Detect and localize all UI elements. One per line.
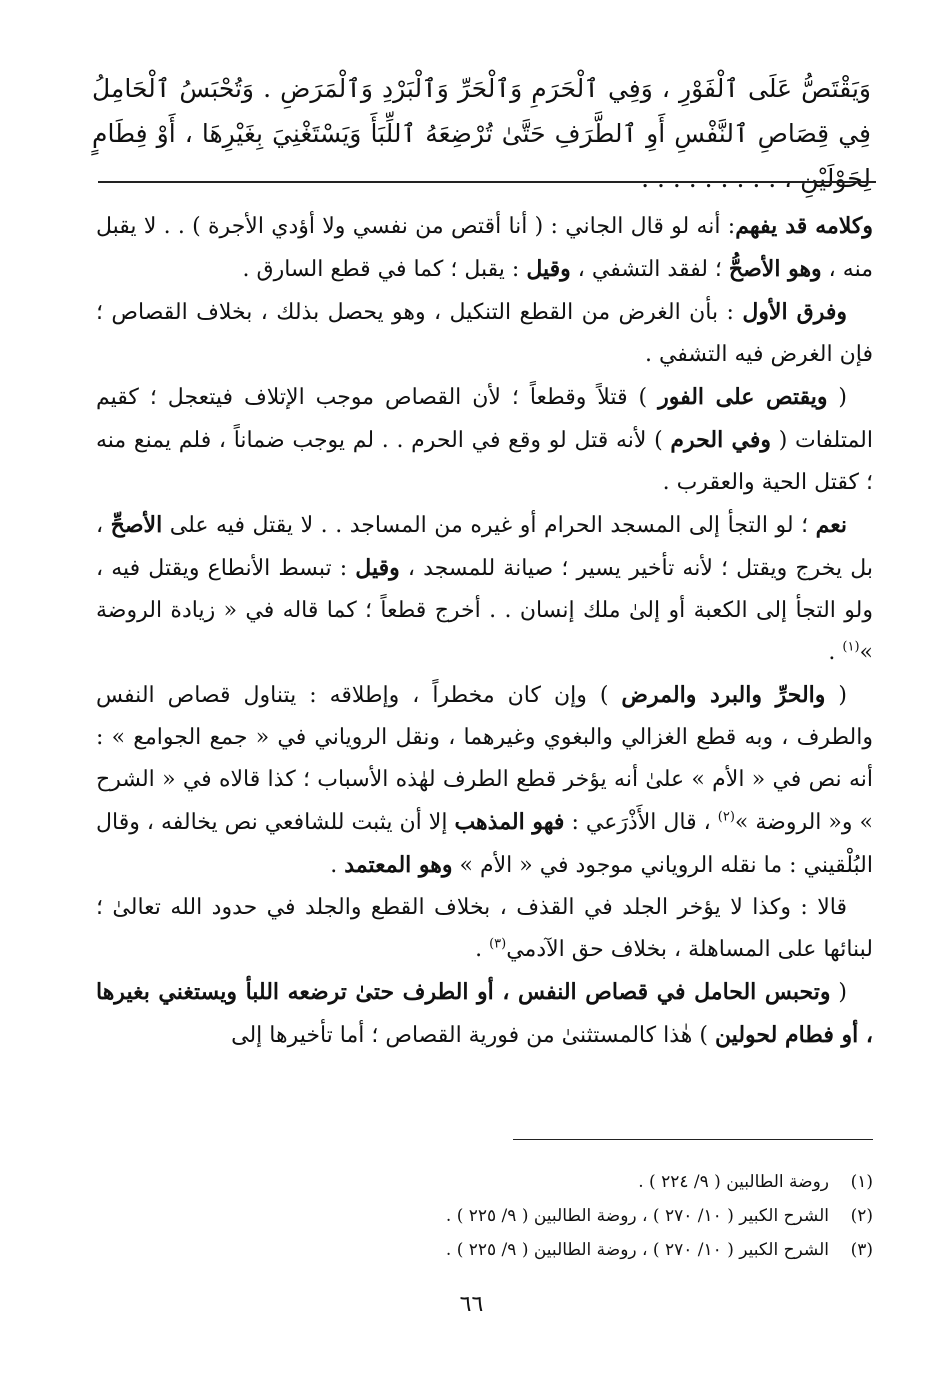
commentary-paragraph-5	[96, 674, 873, 887]
commentary-text: ) قتلاً وقطعاً ؛ لأن القصاص موجب الإتلاف فيتعجل ؛ كقيم المتلفات (	[96, 385, 873, 453]
bold-term: وهو الأصحُّ	[728, 256, 822, 282]
commentary-text: : بأن الغرض من القطع التنكيل ، وهو يحصل بذلك ، بخلاف القصاص ؛ فإن الغرض فيه التشفي .	[96, 300, 873, 367]
footnote-number: (٣)	[850, 1240, 873, 1260]
commentary-paragraph-4	[96, 504, 873, 674]
bold-term: وقيل	[355, 555, 400, 581]
bold-term: فهو المذهب	[454, 809, 565, 835]
commentary-text: : أنه لو قال الجاني : ( أنا أقتص من نفسي ولا أؤدي الأجرة ) . . لا يقبل منه ،	[96, 214, 873, 282]
footnote-marker[interactable]: (٣)	[489, 936, 507, 952]
commentary-text: (	[830, 980, 847, 1005]
bold-term: الأصحِّ	[110, 512, 163, 538]
commentary-text: (	[827, 385, 848, 410]
bold-term: وقيل	[526, 256, 571, 282]
footnote-number: (٢)	[850, 1206, 873, 1226]
commentary-text: قالا : وكذا لا يؤخر الجلد في القذف ، بخلاف القطع والجلد في حدود الله تعالىٰ ؛ لبنائها على المساهلة ، بخلاف حق الآدمي	[96, 895, 873, 962]
commentary-text: .	[828, 640, 843, 665]
commentary-text: ) وإن كان مخطراً ، وإطلاقه : يتناول قصاص النفس والطرف ، وبه قطع الغزالي والبغوي وغيرهما ، ونقل الروياني في « جمع الجوامع » : أنه نص في « الأم » علىٰ أنه يؤخر قطع الطرف لهٰذه الأسباب ؛ كذا قالاه في « الشرح » و« الروضة »	[96, 683, 873, 835]
bold-term: وتحبس الحامل في قصاص النفس ، أو الطرف حتىٰ ترضعه اللبأ ويستغني بغيرها ، أو فطام لحولين	[96, 979, 873, 1048]
commentary-text: ، قال الأَذْرَعي :	[564, 810, 718, 835]
footnote-item	[96, 1233, 873, 1267]
commentary-paragraph-2	[96, 291, 873, 376]
bold-term: نعم	[815, 512, 847, 538]
bold-term: والحرِّ والبرد والمرض	[621, 682, 826, 708]
footnote-number: (١)	[850, 1172, 873, 1192]
footnote-item	[96, 1199, 873, 1233]
bold-term: ويقتص على الفور	[658, 384, 828, 410]
commentary-paragraph-3	[96, 376, 873, 504]
footnote-item	[96, 1165, 873, 1199]
bold-term: وهو المعتمد	[344, 852, 453, 878]
footnote-separator-line	[513, 1139, 873, 1140]
commentary-text: : يقبل ؛ كما في قطع السارق .	[242, 257, 527, 282]
bold-term: وفي الحرم	[670, 427, 772, 453]
matn-separator-line	[98, 181, 876, 183]
footnote-marker[interactable]: (٢)	[717, 809, 735, 825]
commentary-text: ؛ لفقد التشفي ،	[570, 257, 729, 282]
commentary-text: إلا أن يثبت للشافعي نص يخالفه ، وقال البُلْقيني : ما نقله الروياني موجود في « الأم »	[96, 810, 873, 878]
commentary-paragraph-6	[96, 887, 873, 971]
commentary-paragraph-7	[96, 971, 873, 1057]
commentary-text: (	[825, 683, 847, 708]
commentary-text: .	[330, 853, 345, 878]
bold-term: وفرق الأول	[742, 299, 847, 325]
footnote-text: روضة الطالبين ( ٩/ ٢٢٤ ) .	[638, 1172, 829, 1192]
commentary-text: .	[475, 937, 490, 962]
footnote-text: الشرح الكبير ( ١٠/ ٢٧٠ ) ، روضة الطالبين ( ٩/ ٢٢٥ ) .	[445, 1240, 829, 1260]
page-number: ٦٦	[459, 1292, 484, 1317]
footnote-text: الشرح الكبير ( ١٠/ ٢٧٠ ) ، روضة الطالبين ( ٩/ ٢٢٥ ) .	[445, 1206, 829, 1226]
footnote-marker[interactable]: (١)	[842, 639, 860, 655]
commentary-text: ؛ لو التجأ إلى المسجد الحرام أو غيره من المساجد . . لا يقتل فيه على	[162, 513, 816, 538]
commentary-text: ) هٰذا كالمستثنىٰ من فورية القصاص ؛ أما تأخيرها إلى	[231, 1023, 715, 1048]
commentary-paragraph-1	[96, 205, 873, 291]
commentary-sharh	[96, 205, 873, 1057]
commentary-text: ، بل يخرج ويقتل ؛ لأنه تأخير يسير ؛ صيانة للمسجد ،	[96, 513, 873, 581]
footnotes	[96, 1165, 873, 1267]
matn-text: وَيَقْتَصُّ عَلَى ٱلْفَوْرِ ، وَفِي ٱلْحَرَمِ وَٱلْحَرِّ وَٱلْبَرْدِ وَٱلْمَرَضِ . وَتُحْبَسُ ٱلْحَامِلُ فِي قِصَاصِ ٱلنَّفْسِ أَوِ ٱلطَّرَفِ حَتَّىٰ تُرْضِعَهُ ٱللِّبَأَ وَيَسْتَغْنِيَ بِغَيْرِهَا ، أَوْ فِطَامٍ لِحَوْلَيْنِ ، . . . . . . . . .	[92, 74, 871, 193]
bold-term: وكلامه قد يفهم	[735, 213, 873, 239]
commentary-text: ) لأنه قتل لو وقع في الحرم . . لم يوجب ضماناً ، فلم يمنع منه ؛ كقتل الحية والعقرب .	[96, 428, 873, 495]
commentary-text: : تبسط الأنطاع ويقتل فيه ، ولو التجأ إلى الكعبة أو إلىٰ ملك إنسان . . أخرج قطعاً ؛ كما قاله في « زيادة الروضة »	[96, 556, 873, 665]
